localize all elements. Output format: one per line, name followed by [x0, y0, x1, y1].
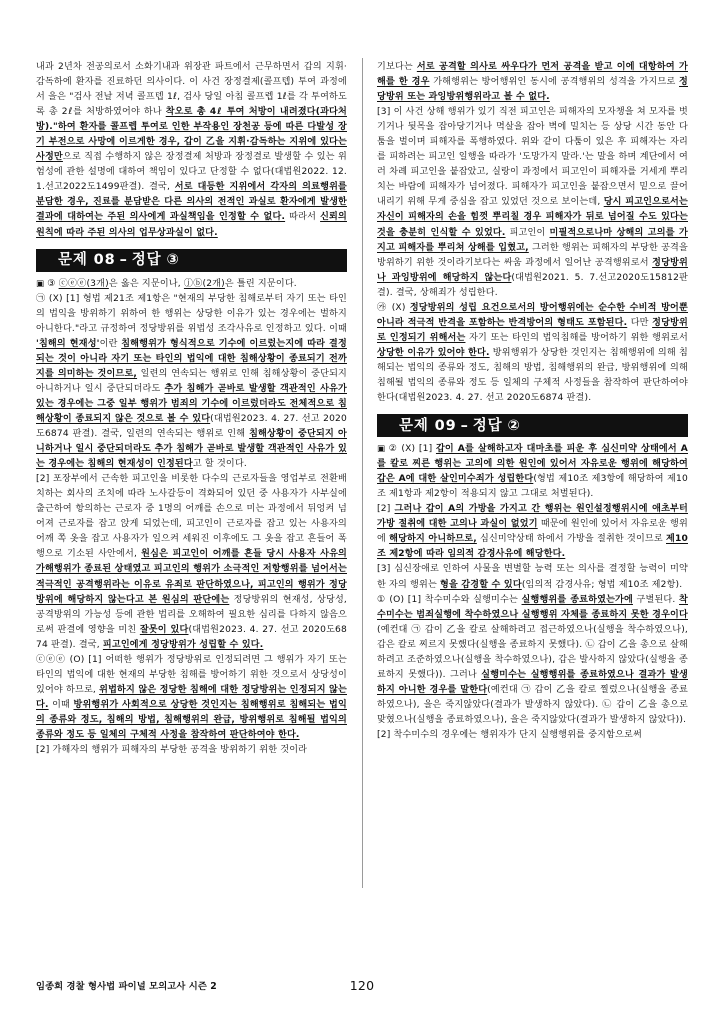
para-text: 이때 — [48, 699, 74, 710]
para-text: 이 사건 상해 행위가 있기 직전 피고인은 피해자의 모자챙을 쳐 모자를 벗기거나 뒷목을 잡아당기거나 멱살을 잡아 벽에 밀치는 등 상당 시간 동안 다툼을 벌이며 피해자를 폭행하였다. 위와 같이 다툼이 있은 후 피해자는 자리를 피하려는 피고인 일행을 따라가 '도망가지 말라.'는 말을 하며 계단에서 여러 차례 피고인을 붙잡았고, 실랑이 과정에서 피고인이 피해자를 거세게 뿌리치는 바람에 피해자가 넘어졌다. 피해자가 피고인을 붙잡으면서 밑으로 끌어내리기 위해 무게 중심을 잡고 있었던 것으로 보이는데, — [377, 107, 688, 208]
para-emphasis: 서로 공격할 의사로 싸우다가 먼저 공격을 받고 이에 대항하여 가해를 한 경우 — [377, 62, 688, 88]
para-text: 자기 또는 타인의 법익침해를 방어하기 위한 행위로서 — [465, 332, 688, 343]
question-08-answer-label: 정답 — [131, 252, 162, 269]
para-emphasis: 미필적으로나마 상해의 고의를 가지고 피해자를 뿌리쳐 상해를 입혔고, — [377, 227, 688, 253]
question-08-label: 문제 08 — [58, 252, 116, 269]
question-09-answer-value: ② — [507, 417, 521, 434]
para-text: 가해자의 행위가 피해자의 부당한 공격을 방위하기 위한 것이라 — [52, 745, 308, 756]
para-text: 형법 제21조 제1항은 "현재의 부당한 침해로부터 자기 또는 타인의 법익을 방위하기 위하여 한 행위는 상당한 이유가 있는 경우에는 벌하지 아니한다."라고 규정하여 정당방위를 위법성 조각사유로 인정하고 있다. 이때 — [36, 293, 348, 334]
para-text: (예컨대 ㉠ 갑이 乙을 칼로 찔렀으나(실행을 종료하였으나), 을은 죽지않았다(결과가 발생하지 않았다). ㉡ 갑이 乙을 총으로 맞혔으나(실행을 종료하였으나), 을은 죽지않았다(결과가 발생하지 않았다)). — [377, 684, 688, 725]
para-text: 어떠한 행위가 정당방위로 인정되려면 그 행위가 자기 또는 타인의 법익에 대한 현재의 부당한 침해를 방어하기 위한 것으로서 상당성이 있어야 하므로, — [36, 654, 347, 695]
para-emphasis: 정당방위 또는 과잉방위행위라고 볼 수 없다. — [377, 77, 688, 103]
para-emphasis: 그러나 갑이 A의 가방을 가지고 간 행위는 원인설정행위시에 애초부터 가방 절취에 대한 고의나 과실이 없었기 — [377, 504, 688, 530]
para-text: 가해행위는 방어행위인 동시에 공격행위의 성격을 가지므로 — [429, 77, 680, 88]
explanation-item-f — [377, 562, 688, 592]
explanation-item-a — [36, 292, 347, 473]
para-emphasis: 제10조 제2항에 따라 임의적 감경사유에 해당한다. — [377, 534, 688, 560]
para-text: 다만 — [627, 317, 653, 328]
para-text: 고 할 것이다. — [192, 459, 247, 470]
answer-08-summary — [36, 277, 347, 292]
item-label: ㉠ (X) [1] — [36, 293, 83, 304]
left-paragraph-1 — [36, 60, 347, 241]
bullet-marker-icon: ▣ — [377, 444, 386, 455]
bullet-marker-icon: ▣ — [36, 278, 45, 289]
para-emphasis: 정당방위로 인정되기 위해서는 — [377, 317, 688, 343]
para-emphasis: 상당한 이유가 있어야 한다. — [377, 347, 490, 358]
item-label: ⓒⓔⓔ (O) [1] — [36, 654, 106, 665]
explanation-item-b2 — [36, 743, 347, 758]
para-text: (대법원2021. 5. 7.선고2020도15812판결). 결국, 상해죄가 성립한다. — [377, 272, 689, 298]
answer-number: ② — [388, 444, 398, 455]
explanation-item-d — [377, 301, 688, 406]
para-emphasis: 침해행위가 형식적으로 기수에 이르렀는지에 따라 결정되는 것이 아니라 자기 또는 타인의 법익에 대한 침해상황이 종료되기 전까지를 의미하는 것이므로, — [36, 338, 347, 379]
para-text: 그러한 행위는 피해자의 부당한 공격을 방위하기 위한 것이라기보다는 싸움 과정에서 일어난 공격행위로서 — [377, 242, 688, 268]
question-09-dash: – — [460, 417, 469, 434]
item-label: (X) [1] — [397, 444, 436, 455]
para-emphasis: '침해의 현재성' — [36, 338, 100, 349]
para-emphasis: 실행행위를 종료하였는가에 — [521, 594, 633, 605]
para-emphasis: 원심은 피고인이 어깨를 흔들 당시 사용자 사유의 가해행위가 종료된 상태였고 피고인의 행위가 소극적인 저항행위를 넘어서는 적극적인 공격행위라는 이유로 유죄로 판단하였으나, 피고인의 행위가 정당방위에 해당하지 않는다고 본 원심의 판단에는 — [36, 549, 347, 605]
question-08-dash: – — [119, 252, 128, 269]
para-emphasis: 실행미수는 실행행위를 종료하였으나 결과가 발생하지 아니한 경우를 말한다 — [377, 669, 688, 695]
explanation-item-c — [377, 105, 688, 301]
right-column — [377, 56, 688, 944]
para-emphasis: 잘못이 있다 — [139, 624, 189, 635]
para-text: 내과 2년차 전공의로서 소화기내과 위장관 파트에서 근무하면서 갑의 지휘·감독하에 환자를 진료하던 의사이다. 이 사건 장정결제(콜프텝) 투여 과정에서 을은 "검사 전날 저녁 콜프텝 1ℓ, 검사 당일 아침 콜프렙 1ℓ를 각 투여하도록 총 2ℓ를 처방하였어야 하나 — [36, 62, 347, 118]
para-text: 때문에 원인에 있어서 자유로운 행위에 — [377, 519, 688, 545]
right-continuation-paragraph — [377, 60, 688, 105]
para-emphasis: 서로 대등한 지위에서 각자의 의료행위를 분담한 경우, 진료를 분담받은 다른 의사의 전적인 과실로 환자에게 발생한 결과에 대하여는 주된 의사에게 과실책임을 인정할 수 없다. — [36, 182, 348, 223]
para-emphasis: 피고인에게 정당방위가 성립할 수 있다. — [102, 639, 264, 650]
correct-items: ⓒⓔⓔ(3개) — [58, 278, 109, 289]
para-text: 구별된다. — [632, 594, 680, 605]
para-text: 포장부에서 근속한 피고인을 비롯한 다수의 근로자들을 영업부로 전환배치하는 회사의 조치에 따라 노사갈등이 격화되어 있던 중 사용자가 사부실에 출근하여 항의하는 근로자 중 1명의 어깨를 손으로 미는 과정에서 뒤엉켜 넘어져 근로자를 잡고 앉게 되었는데, 피고인이 근로자를 잡고 있는 사용자의 어깨 쪽 옷을 잡고 사용자가 일으켜 세워진 이후에도 그 옷을 잡고 흔들어 폭행으로 기소된 사안에서, — [36, 474, 347, 560]
para-text: 은 옳은 지문이나, — [108, 278, 184, 289]
para-emphasis: 해당하지 아니하므로, — [389, 534, 477, 545]
two-column-body — [36, 56, 688, 944]
para-text: (대법원2023. 4. 27. 선고 2020도6874 판결). 결국, 일련의 연속되는 행위로 인해 — [36, 413, 347, 440]
para-text: 따라서 — [285, 212, 321, 223]
answer-09-item — [377, 442, 688, 502]
explanation-item-h — [377, 728, 688, 743]
para-text: (대법원2023. 4. 27. 선고 2020도6874 판결). 결국, — [36, 624, 347, 650]
para-text: 이란 — [99, 338, 122, 349]
para-text: 은 틀린 지문이다. — [224, 278, 297, 289]
para-text: 정당방위의 현재성, 상당성, 공격방위의 가능성 등에 관한 법리를 오해하여 필요한 심리를 다하지 않음으로써 판결에 영향을 미친 — [36, 594, 348, 635]
page-number: 120 — [349, 977, 375, 993]
item-label: [3] — [377, 107, 394, 118]
item-label: [2] — [36, 745, 53, 756]
para-emphasis: 정당방위나 과잉방위에 해당하지 않는다 — [377, 257, 688, 283]
explanation-item-b — [36, 653, 347, 743]
para-emphasis: 침해상황이 중단되지 아니하거나 일시 중단되더라도 추가 침해가 곧바로 발생할 객관적인 사유가 있는 경우에는 침해의 현재성이 인정된다 — [36, 429, 347, 470]
para-emphasis: 추가 침해가 곧바로 발생할 객관적인 사유가 있는 경우에는 그중 일부 행위가 범죄의 기수에 이르렀더라도 전체적으로 침해상황이 종료되지 않은 것으로 볼 수 있다 — [36, 383, 347, 424]
item-label: [2] — [377, 504, 395, 515]
question-09-label: 문제 09 — [399, 417, 457, 434]
item-label: [2] — [377, 729, 394, 740]
incorrect-items: ⓙⓑ(2개) — [183, 278, 225, 289]
page-footer — [36, 974, 688, 996]
para-emphasis: 형을 감경할 수 있다 — [440, 579, 522, 590]
para-text: 심신미약상태 하에서 가방을 절취한 것이므로 — [476, 534, 666, 545]
answer-number: ③ — [47, 278, 56, 289]
para-text: 피고인이 — [505, 227, 550, 238]
para-emphasis: 신뢰의 원칙에 따라 주된 의사의 업무상과실이 없다. — [36, 212, 347, 238]
question-08-answer-value: ③ — [166, 252, 180, 269]
para-emphasis: 당시 피고인으로서는 자신이 피해자의 손을 힘껏 뿌리칠 경우 피해자가 뒤로 넘어질 수도 있다는 것을 충분히 인식할 수 있었다. — [377, 197, 688, 238]
explanation-item-a2 — [36, 472, 347, 653]
para-emphasis: 위법하지 않은 정당한 침해에 대한 정당방위는 인정되지 않는다. — [36, 684, 347, 710]
para-text: (형법 제10조 제3항에 해당하여 제10조 제1항과 제2항이 적용되지 않고 그대로 처벌된다). — [377, 474, 688, 500]
item-label: [3] — [377, 564, 395, 575]
para-text: 일련의 연속되는 행위로 인해 침해상황이 중단되지 아니하거나 일시 중단되더라도 — [36, 368, 348, 394]
question-08-header — [36, 249, 347, 272]
column-gap — [347, 56, 377, 944]
para-emphasis: 갑이 A를 살해하고자 대마초를 피운 후 심신미약 상태에서 A를 칼로 찌른 행위는 고의에 의한 원인에 있어서 자유로운 행위에 해당하여 갑은 A에 대한 살인미수죄가 성립한다 — [377, 444, 688, 485]
para-text: (임의적 감경사유; 형법 제10조 제2항). — [521, 579, 683, 590]
para-text: (예컨대 ㉠ 갑이 乙을 칼로 살해하려고 접근하였으나(실행을 착수하였으나), 갑은 칼로 찌르지 못했다(실행을 종료하지 못했다). ㉡ 갑이 乙을 총으로 살해하려고 조준하였으나(실행을 착수하였으나), 갑은 발사하지 않았다(실행을 종료하지 못했다)). 그러나 — [377, 624, 688, 680]
item-label: ① (O) [1] — [377, 594, 425, 605]
para-emphasis: 정당방위의 성립 요건으로서의 방어행위에는 순수한 수비적 방어뿐 아니라 적극적 반격을 포함하는 반격방어의 형태도 포함된다. — [377, 302, 688, 328]
question-09-answer-label: 정답 — [472, 417, 503, 434]
para-emphasis: 착수미수는 범죄실행에 착수하였으나 실행행위 자체를 종료하지 못한 경우이다 — [377, 594, 688, 620]
para-emphasis: 방위행위가 사회적으로 상당한 것인지는 침해행위로 침해되는 법익의 종류와 정도, 침해의 방법, 침해행위의 완급, 방위행위로 침해될 법익의 종류와 정도 등 일체의 구체적 사정을 참작하여 판단하여야 한다. — [36, 699, 347, 740]
para-text: 착수미수와 실행미수는 — [424, 594, 522, 605]
question-09-header — [377, 414, 688, 437]
footer-book-title: 임종희 경찰 형사법 파이널 모의고사 시즌 2 — [36, 981, 217, 992]
para-emphasis: 착오로 총 4ℓ 투여 처방이 내려졌다(과다처방)."하여 환자를 콜프렙 투여로 인한 부작용인 장천공 등에 따른 다발성 장기 부전으로 사망에 이르게한 경우, 갑이 乙을 지휘·감독하는 지위에 있다는 사정만 — [36, 107, 347, 163]
para-text: 으로 직접 수행하지 않은 장정결제 처방과 장정결로 발생할 수 있는 위험성에 관한 설명에 대하여 책임이 있다고 단정할 수 없다(대법원2022. 12. 1.선고2022도1499판결). 결국, — [36, 152, 347, 193]
column-divider — [362, 58, 363, 888]
para-text: 방위행위가 상당한 것인지는 침해행위에 의해 침해되는 법익의 종류와 정도, 침해의 방법, 침해행위의 완급, 방위행위에 의해 침해될 법익의 종류와 정도 등 일체의 구체적 사정들을 참작하여 판단하여야 한다(대법원2023. 4. 27. 선고 2020도6874 판결). — [377, 347, 688, 404]
para-text: 기보다는 — [377, 62, 417, 72]
para-text: 심신장애로 인하여 사물을 변별할 능력 또는 의사를 결정할 능력이 미약한 자의 행위는 — [377, 564, 689, 590]
item-label: ㉮ (X) — [377, 302, 410, 313]
left-column — [36, 56, 347, 944]
explanation-item-g — [377, 593, 688, 728]
para-text: 착수미수의 경우에는 행위자가 단지 실행행위를 중지함으로써 — [393, 729, 642, 740]
item-label: [2] — [36, 474, 53, 485]
explanation-item-e — [377, 502, 688, 562]
